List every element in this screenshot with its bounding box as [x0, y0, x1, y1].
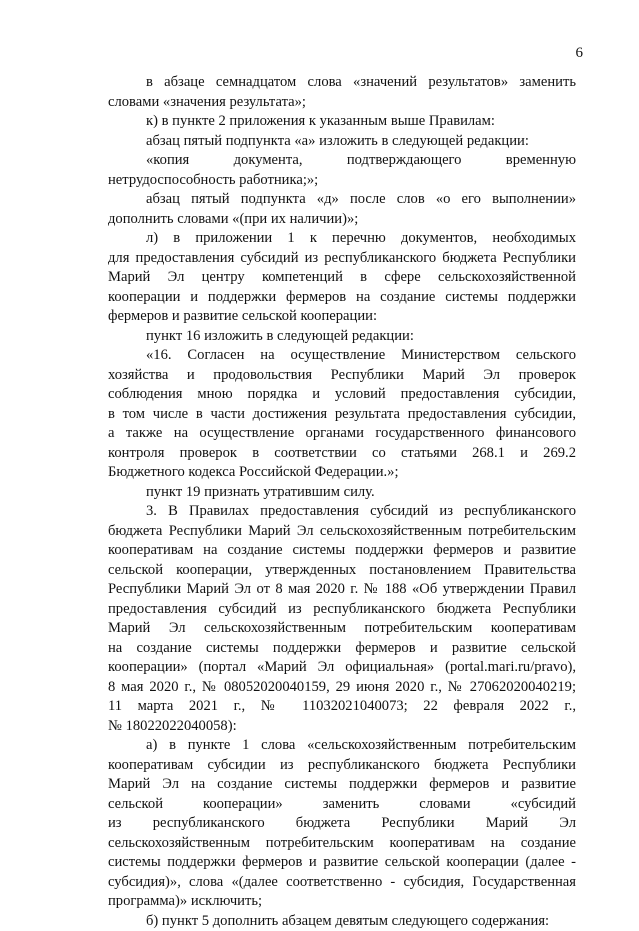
text-line: пункт 16 изложить в следующей редакции: — [108, 327, 576, 347]
text-line: программа)» исключить; — [108, 892, 576, 912]
text-line: абзац пятый подпункта «а» изложить в следующей редакции: — [108, 132, 576, 152]
text-line: а) в пункте 1 слова «сельскохозяйственным потребительским — [108, 736, 576, 756]
text-line: соблюдения мною порядка и условий предоставления субсидии, — [108, 385, 576, 405]
text-line: кооперации и поддержки фермеров на создание системы поддержки — [108, 288, 576, 308]
text-line: кооперативам субсидии из республиканского бюджета Республики — [108, 756, 576, 776]
text-line: фермеров и развитие сельской кооперации: — [108, 307, 576, 327]
text-line: пункт 19 признать утратившим силу. — [108, 483, 576, 503]
text-line: 11 марта 2021 г., № 11032021040073; 22 февраля 2022 г., — [108, 697, 576, 717]
text-line: сельской кооперации, утвержденных постановлением Правительства — [108, 561, 576, 581]
text-line: Республики Марий Эл от 8 мая 2020 г. № 188 «Об утверждении Правил — [108, 580, 576, 600]
text-line: сельскохозяйственным потребительским кооперативам на создание — [108, 834, 576, 854]
text-line: «16. Согласен на осуществление Министерством сельского — [108, 346, 576, 366]
text-line: л) в приложении 1 к перечню документов, необходимых — [108, 229, 576, 249]
text-line: в абзаце семнадцатом слова «значений результатов» заменить — [108, 73, 576, 93]
text-line: из республиканского бюджета Республики Марий Эл — [108, 814, 576, 834]
text-line: на создание системы поддержки фермеров и развитие сельской — [108, 639, 576, 659]
text-line: абзац пятый подпункта «д» после слов «о его выполнении» — [108, 190, 576, 210]
text-line: дополнить словами «(при их наличии)»; — [108, 210, 576, 230]
text-line: а также на осуществление органами государственного финансового — [108, 424, 576, 444]
text-line: бюджета Республики Марий Эл сельскохозяйственным потребительским — [108, 522, 576, 542]
document-body — [108, 73, 576, 931]
text-line: для предоставления субсидий из республиканского бюджета Республики — [108, 249, 576, 269]
page-number: 6 — [553, 44, 583, 62]
text-line: сельской кооперации» заменить словами «субсидий — [108, 795, 576, 815]
text-line: нетрудоспособность работника;»; — [108, 171, 576, 191]
text-line: 8 мая 2020 г., № 08052020040159, 29 июня 2020 г., № 27062020040219; — [108, 678, 576, 698]
text-line: б) пункт 5 дополнить абзацем девятым следующего содержания: — [108, 912, 576, 931]
text-line: контроля проверок в соответствии со статьями 268.1 и 269.2 — [108, 444, 576, 464]
text-line: Бюджетного кодекса Российской Федерации.»; — [108, 463, 576, 483]
text-line: хозяйства и продовольствия Республики Марий Эл проверок — [108, 366, 576, 386]
text-line: «копия документа, подтверждающего временную — [108, 151, 576, 171]
text-line: к) в пункте 2 приложения к указанным выше Правилам: — [108, 112, 576, 132]
text-line: словами «значения результата»; — [108, 93, 576, 113]
text-line: системы поддержки фермеров и развитие сельской кооперации (далее - — [108, 853, 576, 873]
text-line: Марий Эл сельскохозяйственным потребительским кооперативам — [108, 619, 576, 639]
text-line: Марий Эл на создание системы поддержки фермеров и развитие — [108, 775, 576, 795]
text-line: № 18022022040058): — [108, 717, 576, 737]
text-line: 3. В Правилах предоставления субсидий из республиканского — [108, 502, 576, 522]
text-line: кооперативам на создание системы поддержки фермеров и развитие — [108, 541, 576, 561]
text-line: субсидия)», слова «(далее соответственно - субсидия, Государственная — [108, 873, 576, 893]
text-line: Марий Эл центру компетенций в сфере сельскохозяйственной — [108, 268, 576, 288]
text-line: кооперации» (портал «Марий Эл официальная» (portal.mari.ru/pravo), — [108, 658, 576, 678]
text-line: в том числе в части достижения результата предоставления субсидии, — [108, 405, 576, 425]
text-line: предоставления субсидий из республиканского бюджета Республики — [108, 600, 576, 620]
